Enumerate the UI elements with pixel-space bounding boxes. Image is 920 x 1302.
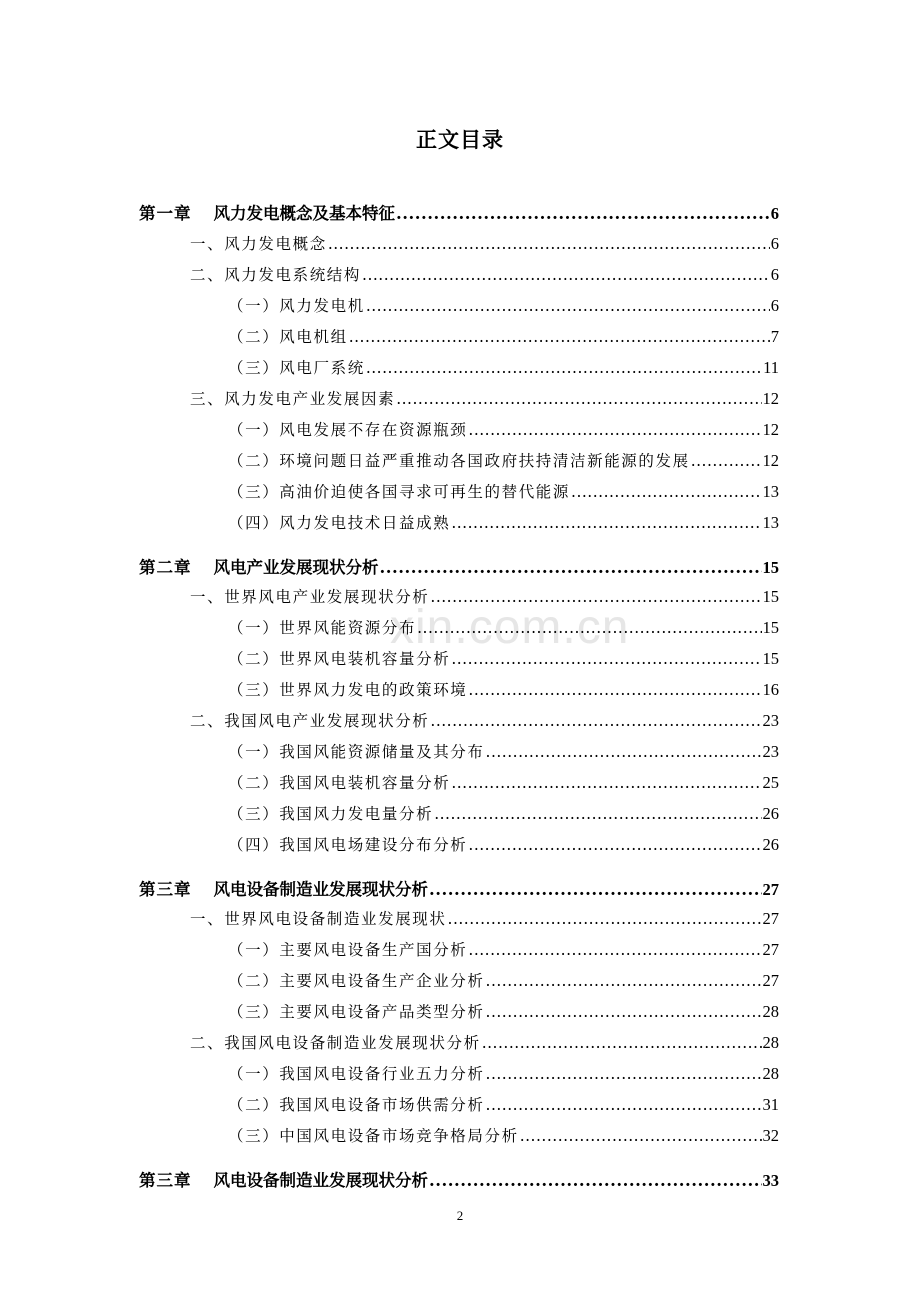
toc-entry-label	[228, 480, 570, 502]
toc-chapter-entry[interactable]	[139, 876, 779, 900]
toc-subsection-entry[interactable]	[228, 1124, 779, 1146]
toc-entry-title: （二）环境问题日益严重推动各国政府扶持清洁新能源的发展	[228, 452, 690, 470]
toc-entry-label	[228, 771, 450, 793]
toc-entry-label	[190, 585, 429, 607]
toc-subsection-entry[interactable]	[228, 294, 779, 316]
toc-entry-label	[139, 1167, 428, 1191]
toc-dot-leader	[468, 681, 761, 699]
toc-entry-label	[139, 554, 379, 578]
toc-entry-label	[139, 200, 395, 224]
toc-page-number: 31	[762, 1095, 779, 1114]
toc-entry-title: （三）中国风电设备市场竞争格局分析	[228, 1127, 519, 1145]
toc-dot-leader	[486, 743, 762, 761]
toc-entry-label	[190, 709, 429, 731]
toc-page-number: 33	[762, 1171, 779, 1190]
toc-dot-leader	[571, 483, 761, 501]
toc-entry-title: 风力发电概念及基本特征	[213, 204, 395, 223]
toc-entry-title: （三）风电厂系统	[228, 359, 365, 377]
toc-dot-leader	[520, 1127, 762, 1145]
toc-dot-leader	[486, 1096, 762, 1114]
page-title: 正文目录	[416, 127, 504, 152]
toc-entry-title: （三）主要风电设备产品类型分析	[228, 1003, 485, 1021]
toc-entry-label	[228, 294, 365, 316]
toc-subsection-entry[interactable]	[228, 678, 779, 700]
toc-entry-title: （二）风电机组	[228, 328, 348, 346]
watermark: xin.com.cn	[390, 601, 630, 654]
toc-chapter-number: 第一章	[139, 204, 192, 223]
toc-dot-leader	[429, 1171, 762, 1190]
toc-dot-leader	[362, 266, 770, 284]
toc-entry-title: 一、世界风电设备制造业发展现状	[190, 910, 447, 928]
toc-entry-title: （二）世界风电装机容量分析	[228, 650, 451, 668]
toc-entry-title: 一、世界风电产业发展现状分析	[190, 588, 430, 606]
toc-chapter-number: 第三章	[139, 880, 192, 899]
toc-page-number: 15	[762, 587, 779, 606]
toc-entry-title: （一）风电发展不存在资源瓶颈	[228, 421, 468, 439]
toc-chapter-number: 第三章	[139, 1171, 192, 1190]
toc-section-entry[interactable]	[190, 232, 779, 254]
toc-page-number: 7	[770, 327, 779, 346]
toc-subsection-entry[interactable]	[228, 938, 779, 960]
toc-subsection-entry[interactable]	[228, 325, 779, 347]
toc-entry-label	[228, 647, 450, 669]
toc-dot-leader	[468, 421, 761, 439]
toc-entry-label	[190, 387, 395, 409]
toc-entry-label	[228, 740, 485, 762]
toc-page-number: 27	[762, 880, 779, 899]
toc-subsection-entry[interactable]	[228, 480, 779, 502]
toc-entry-label	[190, 907, 447, 929]
toc-chapter-number: 第二章	[139, 558, 192, 577]
toc-subsection-entry[interactable]	[228, 1000, 779, 1022]
toc-subsection-entry[interactable]	[228, 511, 779, 533]
toc-page-number: 23	[762, 742, 779, 761]
toc-page-number: 11	[763, 358, 779, 377]
toc-dot-leader	[486, 1065, 762, 1083]
toc-entry-label	[190, 232, 327, 254]
toc-entry-label	[228, 356, 365, 378]
toc-dot-leader	[468, 836, 761, 854]
toc-dot-leader	[482, 1034, 762, 1052]
toc-entry-title: （三）世界风力发电的政策环境	[228, 681, 468, 699]
toc-section-entry[interactable]	[190, 263, 779, 285]
toc-subsection-entry[interactable]	[228, 802, 779, 824]
toc-dot-leader	[396, 204, 770, 223]
toc-subsection-entry[interactable]	[228, 647, 779, 669]
toc-page-number: 13	[762, 513, 779, 532]
toc-page-number: 12	[762, 420, 779, 439]
toc-entry-title: 二、我国风电设备制造业发展现状分析	[190, 1034, 481, 1052]
toc-page-number: 15	[762, 558, 779, 577]
toc-entry-title: （一）我国风电设备行业五力分析	[228, 1065, 485, 1083]
toc-chapter-entry[interactable]	[139, 1167, 779, 1191]
toc-page-number: 32	[762, 1126, 779, 1145]
toc-entry-title: （四）我国风电场建设分布分析	[228, 836, 468, 854]
toc-dot-leader	[430, 588, 761, 606]
toc-page-number: 23	[762, 711, 779, 730]
toc-page-number: 27	[762, 940, 779, 959]
toc-entry-label	[139, 876, 428, 900]
toc-dot-leader	[451, 650, 761, 668]
toc-entry-label	[228, 418, 467, 440]
toc-entry-title: 二、风力发电系统结构	[190, 266, 362, 284]
toc-dot-leader	[486, 972, 762, 990]
toc-dot-leader	[349, 328, 770, 346]
toc-page-number: 15	[762, 618, 779, 637]
toc-entry-title: （一）世界风能资源分布	[228, 619, 417, 637]
toc-page-number: 16	[762, 680, 779, 699]
toc-page-number: 27	[762, 971, 779, 990]
toc-page-number: 27	[762, 909, 779, 928]
toc-entry-title: （二）我国风电设备市场供需分析	[228, 1096, 485, 1114]
toc-subsection-entry[interactable]	[228, 740, 779, 762]
toc-entry-label	[190, 263, 361, 285]
toc-page-number: 28	[762, 1064, 779, 1083]
toc-entry-title: （四）风力发电技术日益成熟	[228, 514, 451, 532]
toc-entry-label	[228, 511, 450, 533]
toc-entry-label	[228, 1093, 485, 1115]
toc-dot-leader	[396, 390, 761, 408]
toc-subsection-entry[interactable]	[228, 418, 779, 440]
toc-entry-label	[228, 616, 416, 638]
toc-subsection-entry[interactable]	[228, 833, 779, 855]
toc-entry-label	[228, 938, 467, 960]
toc-section-entry[interactable]	[190, 907, 779, 929]
toc-entry-title: 风电产业发展现状分析	[213, 558, 379, 577]
toc-entry-title: 风电设备制造业发展现状分析	[213, 880, 428, 899]
toc-subsection-entry[interactable]	[228, 771, 779, 793]
toc-entry-label	[228, 449, 690, 471]
toc-dot-leader	[451, 774, 761, 792]
toc-entry-label	[228, 1124, 519, 1146]
toc-dot-leader	[366, 297, 770, 315]
toc-dot-leader	[434, 805, 761, 823]
toc-dot-leader	[417, 619, 761, 637]
toc-dot-leader	[486, 1003, 762, 1021]
toc-dot-leader	[380, 558, 762, 577]
toc-entry-label	[228, 325, 348, 347]
toc-section-entry[interactable]	[190, 709, 779, 731]
toc-dot-leader	[448, 910, 762, 928]
toc-entry-label	[190, 1031, 481, 1053]
toc-dot-leader	[468, 941, 761, 959]
toc-entry-title: （二）主要风电设备生产企业分析	[228, 972, 485, 990]
toc-page-number: 26	[762, 804, 779, 823]
toc-subsection-entry[interactable]	[228, 1062, 779, 1084]
toc-section-entry[interactable]	[190, 1031, 779, 1053]
toc-subsection-entry[interactable]	[228, 969, 779, 991]
toc-page-number: 26	[762, 835, 779, 854]
toc-entry-title: 三、风力发电产业发展因素	[190, 390, 396, 408]
toc-page-number: 12	[762, 451, 779, 470]
toc-entry-title: （一）风力发电机	[228, 297, 365, 315]
toc-entry-title: 一、风力发电概念	[190, 235, 327, 253]
toc-page-number: 12	[762, 389, 779, 408]
toc-dot-leader	[429, 880, 762, 899]
toc-page-number: 25	[762, 773, 779, 792]
toc-dot-leader	[451, 514, 761, 532]
toc-entry-title: （一）主要风电设备生产国分析	[228, 941, 468, 959]
toc-entry-title: （二）我国风电装机容量分析	[228, 774, 451, 792]
page-number: 2	[456, 1208, 464, 1223]
toc-entry-title: （一）我国风能资源储量及其分布	[228, 743, 485, 761]
toc-dot-leader	[328, 235, 770, 253]
toc-entry-label	[228, 802, 433, 824]
toc-section-entry[interactable]	[190, 387, 779, 409]
toc-subsection-entry[interactable]	[228, 616, 779, 638]
toc-subsection-entry[interactable]	[228, 449, 779, 471]
toc-page-number: 13	[762, 482, 779, 501]
toc-subsection-entry[interactable]	[228, 356, 779, 378]
toc-dot-leader	[691, 452, 762, 470]
toc-chapter-entry[interactable]	[139, 554, 779, 578]
toc-subsection-entry[interactable]	[228, 1093, 779, 1115]
toc-dot-leader	[430, 712, 761, 730]
toc-page-number: 6	[770, 296, 779, 315]
toc-section-entry[interactable]	[190, 585, 779, 607]
toc-entry-title: 二、我国风电产业发展现状分析	[190, 712, 430, 730]
toc-entry-label	[228, 1000, 485, 1022]
toc-entry-title: （三）我国风力发电量分析	[228, 805, 434, 823]
toc-chapter-entry[interactable]	[139, 200, 779, 224]
toc-entry-title: （三）高油价迫使各国寻求可再生的替代能源	[228, 483, 571, 501]
toc-dot-leader	[366, 359, 762, 377]
toc-entry-label	[228, 833, 467, 855]
toc-page-number: 28	[762, 1033, 779, 1052]
toc-entry-label	[228, 1062, 485, 1084]
toc-entry-label	[228, 678, 467, 700]
toc-entry-title: 风电设备制造业发展现状分析	[213, 1171, 428, 1190]
toc-page-number: 6	[770, 265, 779, 284]
toc-page-number: 28	[762, 1002, 779, 1021]
toc-page-number: 6	[770, 234, 779, 253]
toc-page-number: 6	[770, 204, 779, 223]
toc-page-number: 15	[762, 649, 779, 668]
toc-entry-label	[228, 969, 485, 991]
